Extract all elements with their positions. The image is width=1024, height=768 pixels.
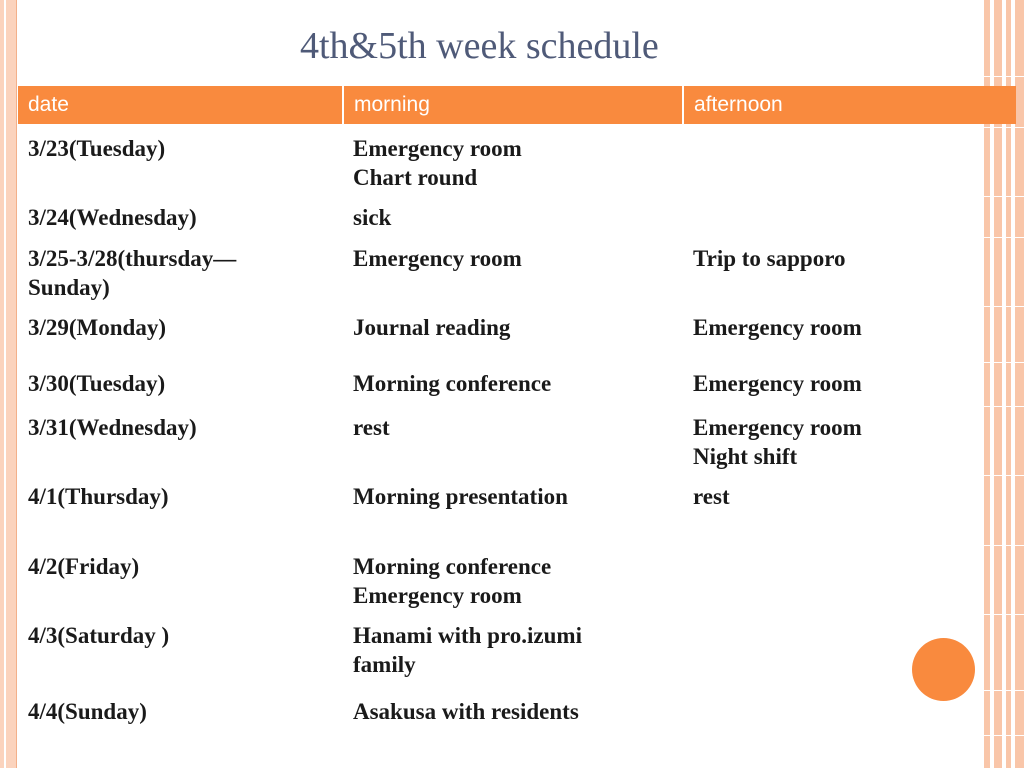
- date-cell: 4/2(Friday): [28, 554, 140, 579]
- date-cell: 4/4(Sunday): [28, 699, 147, 724]
- date-cell: 4/1(Thursday): [28, 484, 169, 509]
- date-cell: 3/31(Wednesday): [28, 415, 197, 440]
- afternoon-cell: Emergency room Night shift: [693, 415, 862, 469]
- table-row: [18, 193, 1016, 234]
- date-cell: 3/29(Monday): [28, 315, 166, 340]
- afternoon-cell: [683, 542, 1016, 611]
- morning-cell: Emergency room: [353, 246, 522, 271]
- morning-cell: sick: [353, 205, 392, 230]
- afternoon-cell: Trip to sapporo: [693, 246, 846, 271]
- header-morning: morning: [343, 86, 683, 124]
- table-row: [18, 687, 1016, 732]
- morning-cell: Hanami with pro.izumi family: [353, 623, 582, 677]
- table-row: [18, 542, 1016, 611]
- morning-cell: Morning conference Emergency room: [353, 554, 552, 608]
- afternoon-cell: [683, 124, 1016, 193]
- page-title: 4th&5th week schedule: [300, 25, 659, 67]
- afternoon-cell: Emergency room: [693, 371, 862, 396]
- morning-cell: Morning conference: [353, 371, 552, 396]
- morning-cell: Journal reading: [353, 315, 511, 340]
- morning-cell: Asakusa with residents: [353, 699, 579, 724]
- table-header-row: [18, 86, 1016, 124]
- table-row: [18, 124, 1016, 193]
- header-date: date: [18, 86, 343, 124]
- date-cell: 4/3(Saturday ): [28, 623, 170, 648]
- decorative-orange-circle: [912, 638, 975, 701]
- date-cell: 3/24(Wednesday): [28, 205, 197, 230]
- afternoon-cell: rest: [693, 484, 730, 509]
- table-row: [18, 303, 1016, 359]
- date-cell: 3/25-3/28(thursday— Sunday): [28, 246, 237, 300]
- morning-cell: rest: [353, 415, 390, 440]
- morning-cell: Emergency room Chart round: [353, 136, 522, 190]
- afternoon-cell: [683, 687, 1016, 732]
- header-afternoon: afternoon: [683, 86, 1016, 124]
- left-decorative-border: [0, 0, 17, 768]
- afternoon-cell: [683, 193, 1016, 234]
- table-row: [18, 611, 1016, 687]
- date-cell: 3/23(Tuesday): [28, 136, 166, 161]
- table-row: [18, 359, 1016, 403]
- afternoon-cell: Emergency room: [693, 315, 862, 340]
- morning-cell: Morning presentation: [353, 484, 568, 509]
- table-row: [18, 472, 1016, 542]
- table-row: [18, 234, 1016, 303]
- date-cell: 3/30(Tuesday): [28, 371, 166, 396]
- table-row: [18, 403, 1016, 472]
- schedule-table: [18, 86, 1016, 732]
